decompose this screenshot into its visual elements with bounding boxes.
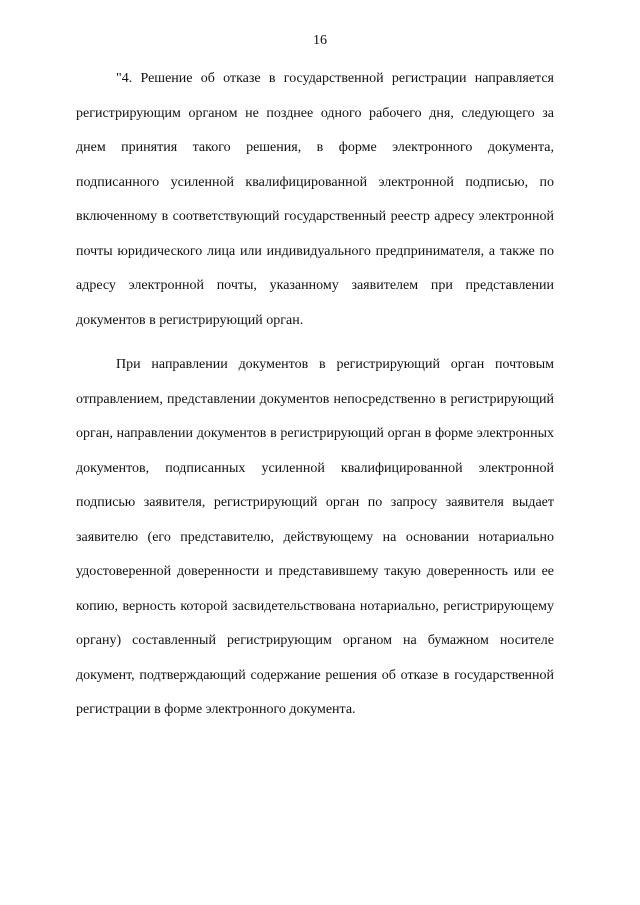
document-body xyxy=(76,62,554,728)
page-number: 16 xyxy=(313,33,327,48)
paragraph-refusal-decision: "4. Решение об отказе в государственной регистрации направляется регистрирующим органом не позднее одного рабочего дня, следующего за днем принятия такого решения, в форме электронного документа, подписанного усиленной квалифицированной электронной подписью, по включенному в соответствующий государственный реестр адресу электронной почты юридического лица или индивидуального предпринимателя, а также по адресу электронной почты, указанному заявителем при представлении документов в регистрирующий орган. xyxy=(76,71,554,328)
paragraph-paper-copy-issuance: При направлении документов в регистрирующий орган почтовым отправлением, представлении документов непосредственно в регистрирующий орган, направлении документов в регистрирующий орган в форме электронных документов, подписанных усиленной квалифицированной электронной подписью заявителя, регистрирующий орган по запросу заявителя выдает заявителю (его представителю, действующему на основании нотариально удостоверенной доверенности и представившему такую доверенность или ее копию, верность которой засвидетельствована нотариально, регистрирующему органу) составленный регистрирующим органом на бумажном носителе документ, подтверждающий содержание решения об отказе в государственной регистрации в форме электронного документа. xyxy=(76,357,554,717)
